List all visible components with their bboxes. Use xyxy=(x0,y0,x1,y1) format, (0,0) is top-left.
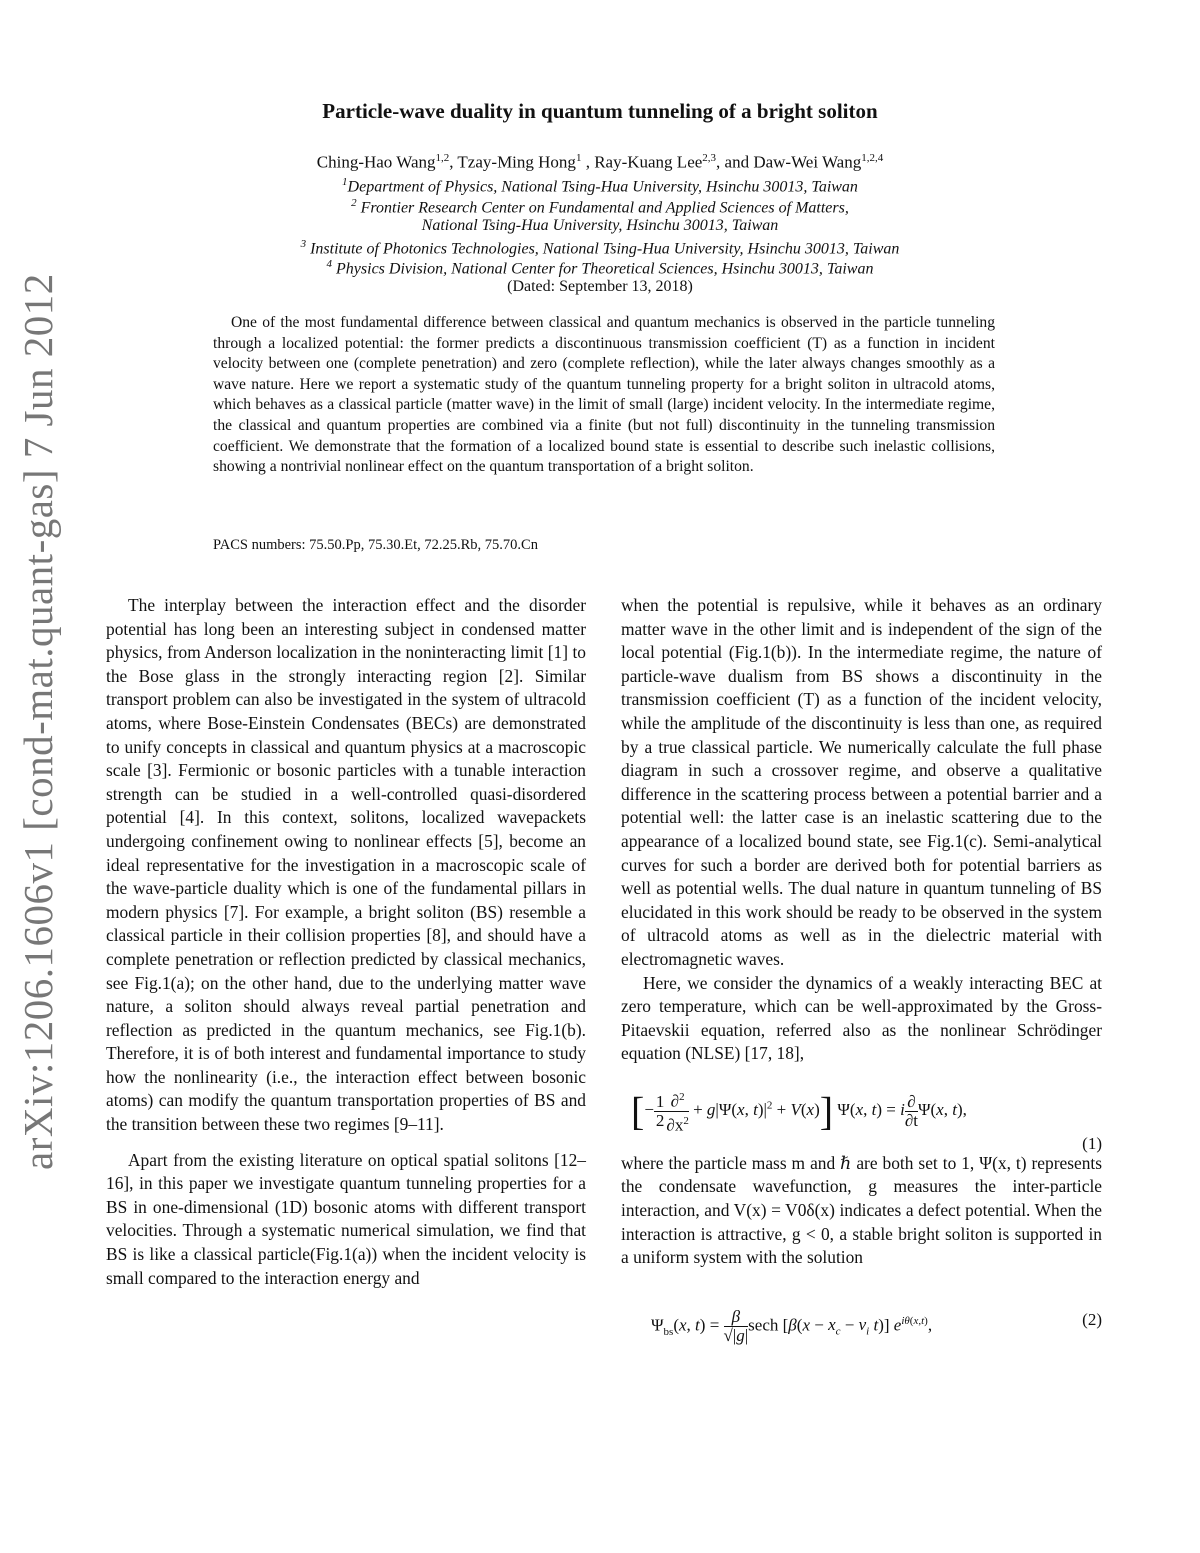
date-line: (Dated: September 13, 2018) xyxy=(507,278,693,295)
abstract: One of the most fundamental difference between classical and quantum mechanics is observed in the particle tunneling through a localized potential: the former predicts a discontinuous transmission coefficient (T) as a function in incident velocity between one (complete penetration) and zero (complete reflection), while the later always changes smoothly as a wave nature. Here we report a systematic study of the quantum tunneling property for a bright soliton in ultracold atoms, which behaves as a classical particle (matter wave) in the limit of small (large) incident velocity. In the intermediate regime, the classical and quantum properties are combined via a finite (but not full) discontinuity in the tunneling transmission coefficient. We demonstrate that the formation of a localized bound state is essential to describe such inelastic collisions, showing a nontrivial nonlinear effect on the quantum transportation of a bright soliton. xyxy=(213,314,995,476)
right-paragraph-2: Here, we consider the dynamics of a weakly interacting BEC at zero temperature, which can be well-approximated by the Gross-Pitaevskii equation, referred also as the nonlinear Schrödinger equation (NLSE) [17, 18], xyxy=(621,972,1102,1064)
right-column xyxy=(621,594,1102,1356)
pacs-numbers: PACS numbers: 75.50.Pp, 75.30.Et, 72.25.Rb, 75.70.Cn xyxy=(213,537,538,553)
equation-2-number: (2) xyxy=(1082,1309,1102,1329)
affiliation-2: $^2$ Frontier Research Center on Fundamental and Applied Sciences of Matters, xyxy=(351,197,849,217)
paper-title: Particle-wave duality in quantum tunneling of a bright soliton xyxy=(322,99,878,123)
intro-paragraph-1: The interplay between the interaction effect and the disorder potential has long been an interesting subject in condensed matter physics, from Anderson localization in the noninteracting limit [1] to the Bose glass in the strongly interacting region [2]. Similar transport problem can also be investigated in the system of ultracold atoms, where Bose-Einstein Condensates (BECs) are demonstrated to unify concepts in classical and quantum physics at a macroscopic scale [3]. Fermionic or bosonic particles with a tunable interaction strength can be studied in a well-controlled quasi-disordered potential [4]. In this context, solitons, localized wavepackets undergoing confinement owing to nonlinear effects [5], become an ideal representative for the investigation in a macroscopic scale of the wave-particle duality which is one of the fundamental pillars in modern physics [7]. For example, a bright soliton (BS) resemble a classical particle in their collision properties [8], and should have a complete penetration or reflection predicted by classical mechanics, see Fig.1(a); on the other hand, due to the underlying matter wave nature, a soliton should always reveal partial penetration and reflection as predicted in the quantum mechanics, see Fig.1(b). Therefore, it is of both interest and fundamental importance to study how the nonlinearity (i.e., the interaction effect between bosonic atoms) can modify the quantum transportation properties of BS and the transition between these two regimes [9–11]. xyxy=(106,595,586,1135)
affiliation-4: $^4$ Physics Division, National Center for Theoretical Sciences, Hsinchu 30013, Taiwan xyxy=(326,258,874,278)
right-paragraph-3: where the particle mass m and ℏ are both set to 1, Ψ(x, t) represents the condensate wavefunction, g measures the inter-particle interaction, and V(x) = V0δ(x) indicates a defect potential. When the interaction is attractive, g < 0, a stable bright soliton is supported in a uniform system with the solution xyxy=(621,1152,1102,1268)
equation-1-number: (1) xyxy=(1082,1133,1102,1153)
arxiv-identifier: arXiv:1206.1606v1 [cond-mat.quant-gas] 7 Jun 2012 xyxy=(15,273,61,1170)
intro-paragraph-2: Apart from the existing literature on optical spatial solitons [12–16], in this paper we investigate quantum tunneling properties for a BS in one-dimensional (1D) bosonic atoms with different transport velocities. Through a systematic numerical simulation, we find that BS is like a classical particle(Fig.1(a)) when the incident velocity is small compared to the interaction energy and xyxy=(106,1149,586,1288)
equation-2: $\Psi_{bs}(x$, t) = $\frac{\beta}{√|g|}$ sech [$\beta(x - x_c - v_i$ t)] $e^{i\theta(x,t)}$, (2) xyxy=(651,1306,1102,1345)
equation-1: [− $\frac{1}{2}$ $\frac{\partial^2}{\partial x^2}$ + g|Ψ(x, $t)|^2 + V(x)$] Ψ(x, t) = i $\frac{\partial}{\partial t}$ Ψ(x, t), (1) xyxy=(621,1080,1102,1152)
right-paragraph-1: when the potential is repulsive, while it behaves as an ordinary matter wave in the other limit and is independent of the sign of the local potential (Fig.1(b)). In the intermediate regime, the nature of particle-wave dualism from BS shows a discontinuity in the transmission coefficient (T) as a function of the incident velocity, while the amplitude of the discontinuity is less than one, as required by a true classical particle. We numerically calculate the full phase diagram in such a crossover regime, and observe a qualitative difference in the scattering process between a potential barrier and a potential well: the latter case is an inelastic scattering due to the appearance of a localized bound state, see Fig.1(c). Semi-analytical curves for such a border are derived both for potential barriers as well as potential wells. The dual nature in quantum tunneling of BS elucidated in this work should be ready to be observed in the system of ultracold atoms as well as in the dielectric material with electromagnetic waves. xyxy=(621,595,1102,969)
affiliation-2-cont: National Tsing-Hua University, Hsinchu 30013, Taiwan xyxy=(421,217,779,234)
left-column xyxy=(106,594,586,1290)
affiliation-1: $^1$Department of Physics, National Tsing-Hua University, Hsinchu 30013, Taiwan xyxy=(342,176,858,196)
author-list: Ching-Hao Wang$^{1,2}$, Tzay-Ming Hong$^1$ , Ray-Kuang Lee$^{2,3}$, and Daw-Wei Wang$^{1,2,4}$ xyxy=(316,152,884,172)
affiliation-3: $^3$ Institute of Photonics Technologies, National Tsing-Hua University, Hsinchu 30013, Taiwan xyxy=(300,238,900,258)
